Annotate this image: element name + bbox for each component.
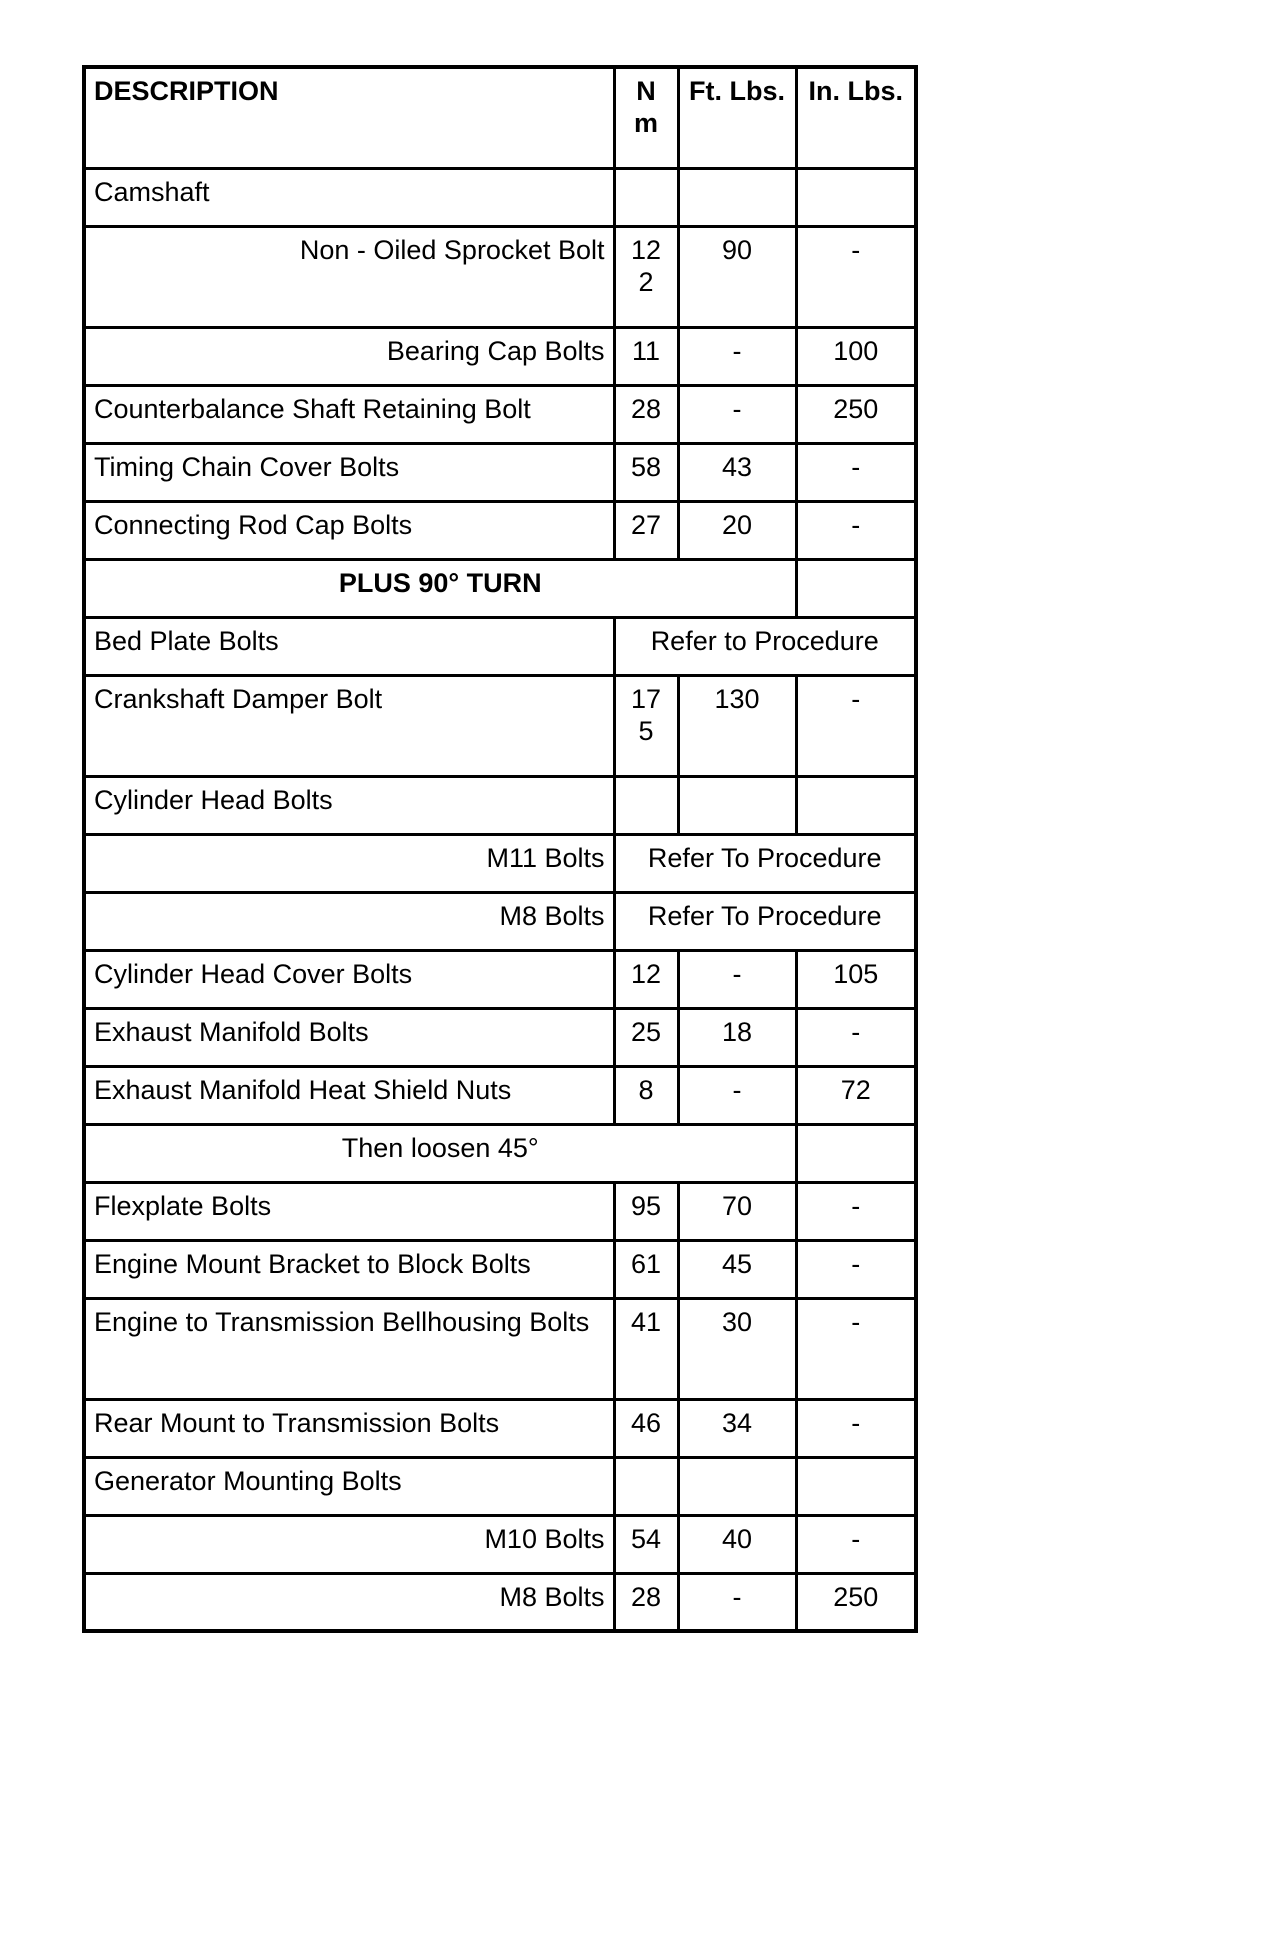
table-row	[84, 1240, 916, 1298]
column-header-in-lbs: In. Lbs.	[796, 67, 916, 168]
row-nm: 12	[614, 950, 678, 1008]
row-description: Non - Oiled Sprocket Bolt	[84, 226, 614, 327]
row-description: Crankshaft Damper Bolt	[84, 675, 614, 776]
table-row	[84, 501, 916, 559]
row-in-lbs: 72	[796, 1066, 916, 1124]
table-row	[84, 1515, 916, 1573]
table-header-row	[84, 67, 916, 168]
row-nm: 61	[614, 1240, 678, 1298]
table-row	[84, 1066, 916, 1124]
row-ft-lbs: -	[678, 1066, 796, 1124]
row-in-lbs: -	[796, 1399, 916, 1457]
row-note: Refer To Procedure	[614, 892, 916, 950]
row-ft-lbs	[678, 1457, 796, 1515]
row-description: Connecting Rod Cap Bolts	[84, 501, 614, 559]
table-row	[84, 776, 916, 834]
row-ft-lbs	[678, 776, 796, 834]
row-in-lbs: 105	[796, 950, 916, 1008]
row-nm: 41	[614, 1298, 678, 1399]
row-nm: 122	[614, 226, 678, 327]
row-in-lbs	[796, 1457, 916, 1515]
row-nm: 28	[614, 385, 678, 443]
table-row	[84, 327, 916, 385]
row-nm: 8	[614, 1066, 678, 1124]
row-description: M8 Bolts	[84, 1573, 614, 1631]
row-ft-lbs: -	[678, 1573, 796, 1631]
row-in-lbs: -	[796, 226, 916, 327]
row-in-lbs: 250	[796, 1573, 916, 1631]
table-row	[84, 1399, 916, 1457]
row-ft-lbs: 34	[678, 1399, 796, 1457]
row-ft-lbs: -	[678, 327, 796, 385]
row-in-lbs	[796, 168, 916, 226]
row-description: Generator Mounting Bolts	[84, 1457, 614, 1515]
table-row	[84, 950, 916, 1008]
row-nm	[614, 1457, 678, 1515]
row-in-lbs: 250	[796, 385, 916, 443]
row-in-lbs: -	[796, 443, 916, 501]
torque-specification-document	[82, 65, 914, 1633]
row-in-lbs: -	[796, 1240, 916, 1298]
table-row	[84, 1457, 916, 1515]
row-instruction-then-loosen: Then loosen 45°	[84, 1124, 796, 1182]
row-description: M11 Bolts	[84, 834, 614, 892]
row-description: Counterbalance Shaft Retaining Bolt	[84, 385, 614, 443]
table-row	[84, 226, 916, 327]
row-nm: 46	[614, 1399, 678, 1457]
row-description: Engine to Transmission Bellhousing Bolts	[84, 1298, 614, 1399]
row-in-lbs: -	[796, 1515, 916, 1573]
torque-table	[82, 65, 918, 1633]
row-in-lbs: -	[796, 1182, 916, 1240]
row-description: Rear Mount to Transmission Bolts	[84, 1399, 614, 1457]
row-nm: 27	[614, 501, 678, 559]
row-description: Bed Plate Bolts	[84, 617, 614, 675]
row-instruction-plus-90-turn: PLUS 90° TURN	[84, 559, 796, 617]
row-nm: 11	[614, 327, 678, 385]
row-description: Cylinder Head Cover Bolts	[84, 950, 614, 1008]
row-ft-lbs: 20	[678, 501, 796, 559]
row-nm: 54	[614, 1515, 678, 1573]
row-description: Exhaust Manifold Bolts	[84, 1008, 614, 1066]
row-in-lbs: -	[796, 501, 916, 559]
table-row	[84, 168, 916, 226]
column-header-description: DESCRIPTION	[84, 67, 614, 168]
row-in-lbs: -	[796, 1008, 916, 1066]
column-header-nm: N m	[614, 67, 678, 168]
row-ft-lbs: 18	[678, 1008, 796, 1066]
row-ft-lbs: -	[678, 950, 796, 1008]
row-in-lbs: -	[796, 675, 916, 776]
row-description: Exhaust Manifold Heat Shield Nuts	[84, 1066, 614, 1124]
row-in-lbs	[796, 1124, 916, 1182]
row-description: Engine Mount Bracket to Block Bolts	[84, 1240, 614, 1298]
row-in-lbs: 100	[796, 327, 916, 385]
table-row	[84, 1573, 916, 1631]
row-nm: 28	[614, 1573, 678, 1631]
row-ft-lbs	[678, 168, 796, 226]
table-row	[84, 1124, 916, 1182]
row-ft-lbs: 43	[678, 443, 796, 501]
table-row	[84, 385, 916, 443]
table-row	[84, 1008, 916, 1066]
row-in-lbs	[796, 776, 916, 834]
table-row	[84, 892, 916, 950]
row-ft-lbs: -	[678, 385, 796, 443]
row-nm: 175	[614, 675, 678, 776]
row-ft-lbs: 40	[678, 1515, 796, 1573]
row-nm	[614, 776, 678, 834]
row-nm: 25	[614, 1008, 678, 1066]
row-note: Refer To Procedure	[614, 834, 916, 892]
row-nm	[614, 168, 678, 226]
table-row	[84, 443, 916, 501]
row-description: Bearing Cap Bolts	[84, 327, 614, 385]
row-description: M8 Bolts	[84, 892, 614, 950]
row-ft-lbs: 130	[678, 675, 796, 776]
row-ft-lbs: 70	[678, 1182, 796, 1240]
row-description: M10 Bolts	[84, 1515, 614, 1573]
table-row	[84, 1182, 916, 1240]
row-note: Refer to Procedure	[614, 617, 916, 675]
row-in-lbs: -	[796, 1298, 916, 1399]
table-row	[84, 834, 916, 892]
table-row	[84, 559, 916, 617]
row-description: Cylinder Head Bolts	[84, 776, 614, 834]
table-row	[84, 617, 916, 675]
table-row	[84, 675, 916, 776]
row-description: Timing Chain Cover Bolts	[84, 443, 614, 501]
row-nm: 95	[614, 1182, 678, 1240]
row-ft-lbs: 30	[678, 1298, 796, 1399]
column-header-ft-lbs: Ft. Lbs.	[678, 67, 796, 168]
row-in-lbs	[796, 559, 916, 617]
row-description: Camshaft	[84, 168, 614, 226]
row-ft-lbs: 90	[678, 226, 796, 327]
row-description: Flexplate Bolts	[84, 1182, 614, 1240]
row-ft-lbs: 45	[678, 1240, 796, 1298]
table-row	[84, 1298, 916, 1399]
row-nm: 58	[614, 443, 678, 501]
